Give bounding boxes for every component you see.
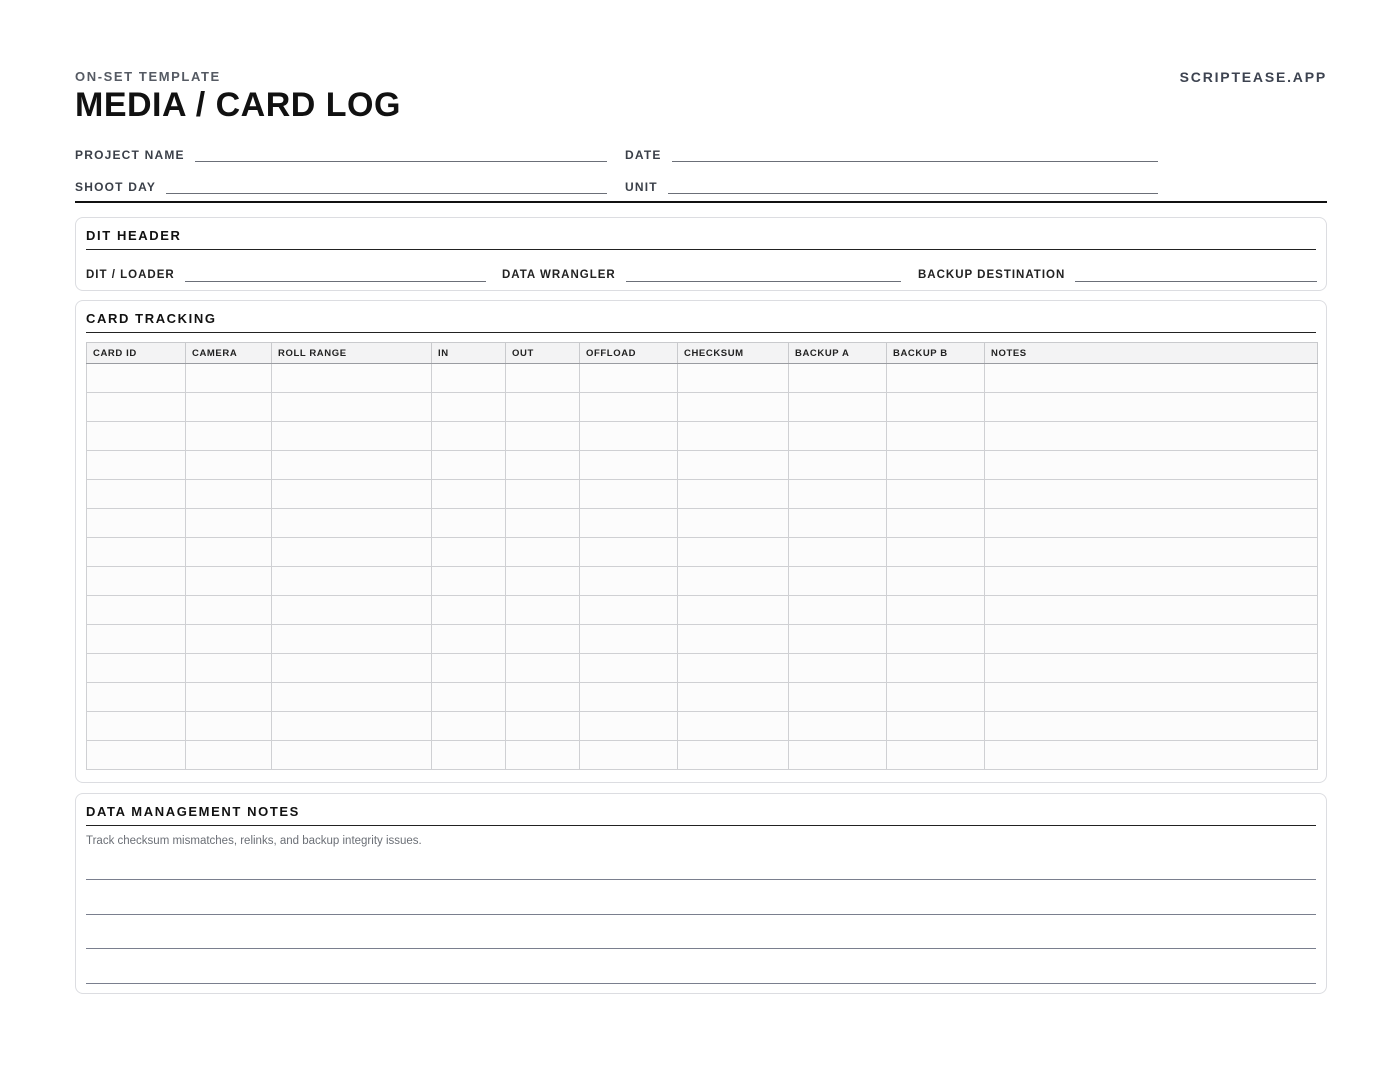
table-cell[interactable] — [186, 364, 272, 393]
table-cell[interactable] — [789, 712, 887, 741]
table-cell[interactable] — [186, 683, 272, 712]
table-cell[interactable] — [87, 683, 186, 712]
table-cell[interactable] — [186, 451, 272, 480]
table-cell[interactable] — [887, 538, 985, 567]
table-cell[interactable] — [678, 625, 789, 654]
table-cell[interactable] — [432, 480, 506, 509]
table-cell[interactable] — [887, 422, 985, 451]
table-cell[interactable] — [506, 364, 580, 393]
table-cell[interactable] — [186, 712, 272, 741]
unit-label: UNIT — [625, 180, 658, 194]
shoot-day-label: SHOOT DAY — [75, 180, 157, 194]
table-cell[interactable] — [580, 683, 678, 712]
notes-card — [75, 793, 1327, 994]
table-cell[interactable] — [186, 422, 272, 451]
table-cell[interactable] — [678, 480, 789, 509]
table-cell[interactable] — [580, 364, 678, 393]
table-cell[interactable] — [678, 741, 789, 770]
table-cell[interactable] — [887, 364, 985, 393]
table-cell[interactable] — [985, 741, 1318, 770]
card-tracking-title: CARD TRACKING — [86, 311, 217, 326]
table-cell[interactable] — [789, 364, 887, 393]
page-title: MEDIA / CARD LOG — [75, 86, 401, 124]
table-cell[interactable] — [186, 509, 272, 538]
dit-loader-line[interactable] — [185, 281, 486, 282]
table-cell[interactable] — [887, 625, 985, 654]
table-cell[interactable] — [506, 625, 580, 654]
dit-header-title: DIT HEADER — [86, 228, 182, 243]
table-cell[interactable] — [186, 741, 272, 770]
note-line[interactable] — [86, 879, 1316, 880]
table-cell[interactable] — [789, 480, 887, 509]
notes-title: DATA MANAGEMENT NOTES — [86, 804, 300, 819]
column-header: CAMERA — [186, 343, 272, 364]
table-cell[interactable] — [887, 393, 985, 422]
table-cell[interactable] — [272, 596, 432, 625]
table-cell[interactable] — [87, 451, 186, 480]
table-cell[interactable] — [432, 625, 506, 654]
table-cell[interactable] — [272, 567, 432, 596]
table-row — [87, 422, 1318, 451]
table-cell[interactable] — [506, 567, 580, 596]
date-field[interactable] — [625, 142, 1158, 162]
table-cell[interactable] — [432, 538, 506, 567]
table-cell[interactable] — [985, 712, 1318, 741]
table-cell[interactable] — [678, 393, 789, 422]
table-cell[interactable] — [506, 480, 580, 509]
dit-header-rule — [86, 249, 1316, 250]
table-cell[interactable] — [87, 364, 186, 393]
brand-link[interactable]: SCRIPTEASE.APP — [1179, 69, 1327, 85]
table-cell[interactable] — [789, 422, 887, 451]
table-cell[interactable] — [678, 451, 789, 480]
table-cell[interactable] — [580, 480, 678, 509]
table-cell[interactable] — [678, 364, 789, 393]
table-cell[interactable] — [87, 625, 186, 654]
column-header: CARD ID — [87, 343, 186, 364]
table-cell[interactable] — [272, 625, 432, 654]
table-cell[interactable] — [985, 422, 1318, 451]
template-eyebrow: ON-SET TEMPLATE — [75, 69, 221, 84]
table-cell[interactable] — [678, 567, 789, 596]
table-cell[interactable] — [186, 654, 272, 683]
notes-rule — [86, 825, 1316, 826]
table-cell[interactable] — [985, 625, 1318, 654]
table-cell[interactable] — [580, 712, 678, 741]
column-header: OUT — [506, 343, 580, 364]
table-cell[interactable] — [186, 480, 272, 509]
column-header: ROLL RANGE — [272, 343, 432, 364]
table-cell[interactable] — [985, 538, 1318, 567]
table-cell[interactable] — [186, 538, 272, 567]
table-cell[interactable] — [887, 741, 985, 770]
table-cell[interactable] — [272, 480, 432, 509]
table-cell[interactable] — [432, 596, 506, 625]
table-cell[interactable] — [789, 451, 887, 480]
note-line[interactable] — [86, 983, 1316, 984]
table-cell[interactable] — [87, 538, 186, 567]
table-cell[interactable] — [580, 567, 678, 596]
table-cell[interactable] — [87, 712, 186, 741]
table-cell[interactable] — [272, 422, 432, 451]
table-row — [87, 480, 1318, 509]
table-cell[interactable] — [432, 654, 506, 683]
table-cell[interactable] — [985, 567, 1318, 596]
table-cell[interactable] — [678, 509, 789, 538]
table-cell[interactable] — [272, 364, 432, 393]
dit-header-card — [75, 217, 1327, 291]
table-row — [87, 683, 1318, 712]
table-cell[interactable] — [789, 683, 887, 712]
table-cell[interactable] — [985, 451, 1318, 480]
table-cell[interactable] — [506, 596, 580, 625]
table-row — [87, 509, 1318, 538]
table-cell[interactable] — [887, 712, 985, 741]
table-cell[interactable] — [985, 596, 1318, 625]
table-cell[interactable] — [789, 741, 887, 770]
note-line[interactable] — [86, 948, 1316, 949]
table-cell[interactable] — [985, 393, 1318, 422]
backup-destination-field[interactable] — [918, 266, 1317, 282]
table-cell[interactable] — [432, 364, 506, 393]
table-cell[interactable] — [87, 509, 186, 538]
table-cell[interactable] — [985, 509, 1318, 538]
column-header: OFFLOAD — [580, 343, 678, 364]
date-line[interactable] — [672, 161, 1158, 162]
unit-line[interactable] — [668, 193, 1158, 194]
table-cell[interactable] — [678, 654, 789, 683]
table-row — [87, 393, 1318, 422]
table-cell[interactable] — [887, 654, 985, 683]
table-cell[interactable] — [506, 741, 580, 770]
table-cell[interactable] — [887, 509, 985, 538]
table-cell[interactable] — [580, 538, 678, 567]
project-name-label: PROJECT NAME — [75, 148, 185, 162]
table-cell[interactable] — [789, 596, 887, 625]
data-wrangler-field[interactable] — [502, 266, 901, 282]
table-row — [87, 712, 1318, 741]
table-row — [87, 741, 1318, 770]
column-header: NOTES — [985, 343, 1318, 364]
table-cell[interactable] — [887, 596, 985, 625]
table-cell[interactable] — [789, 567, 887, 596]
card-tracking-table — [86, 342, 1318, 770]
table-cell[interactable] — [432, 393, 506, 422]
table-cell[interactable] — [506, 654, 580, 683]
table-cell[interactable] — [580, 422, 678, 451]
table-cell[interactable] — [87, 654, 186, 683]
table-cell[interactable] — [506, 422, 580, 451]
table-cell[interactable] — [87, 393, 186, 422]
table-cell[interactable] — [887, 451, 985, 480]
table-cell[interactable] — [87, 480, 186, 509]
shoot-day-line[interactable] — [166, 193, 607, 194]
table-cell[interactable] — [580, 596, 678, 625]
table-cell[interactable] — [272, 712, 432, 741]
table-row — [87, 654, 1318, 683]
table-row — [87, 625, 1318, 654]
notes-subtitle: Track checksum mismatches, relinks, and backup integrity issues. — [86, 835, 422, 847]
table-cell[interactable] — [789, 538, 887, 567]
table-cell[interactable] — [580, 741, 678, 770]
table-cell[interactable] — [272, 741, 432, 770]
backup-destination-label: BACKUP DESTINATION — [918, 269, 1066, 281]
table-cell[interactable] — [272, 451, 432, 480]
dit-loader-field[interactable] — [86, 266, 486, 282]
table-cell[interactable] — [887, 567, 985, 596]
table-cell[interactable] — [678, 596, 789, 625]
table-cell[interactable] — [186, 393, 272, 422]
table-cell[interactable] — [506, 538, 580, 567]
table-row — [87, 567, 1318, 596]
table-cell[interactable] — [580, 625, 678, 654]
table-cell[interactable] — [789, 509, 887, 538]
table-cell[interactable] — [186, 625, 272, 654]
table-cell[interactable] — [272, 393, 432, 422]
table-cell[interactable] — [272, 683, 432, 712]
table-cell[interactable] — [580, 393, 678, 422]
shoot-day-field[interactable] — [75, 174, 607, 194]
table-header-row — [87, 343, 1318, 364]
unit-field[interactable] — [625, 174, 1158, 194]
project-name-field[interactable] — [75, 142, 607, 162]
table-cell[interactable] — [678, 712, 789, 741]
table-cell[interactable] — [506, 393, 580, 422]
table-cell[interactable] — [887, 683, 985, 712]
table-cell[interactable] — [186, 567, 272, 596]
table-cell[interactable] — [985, 654, 1318, 683]
table-cell[interactable] — [678, 683, 789, 712]
note-line[interactable] — [86, 914, 1316, 915]
table-cell[interactable] — [432, 741, 506, 770]
table-row — [87, 538, 1318, 567]
table-cell[interactable] — [272, 654, 432, 683]
card-tracking-rule — [86, 332, 1316, 333]
table-cell[interactable] — [985, 480, 1318, 509]
table-cell[interactable] — [789, 654, 887, 683]
table-cell[interactable] — [87, 567, 186, 596]
table-cell[interactable] — [186, 596, 272, 625]
date-label: DATE — [625, 148, 662, 162]
table-cell[interactable] — [432, 567, 506, 596]
table-cell[interactable] — [506, 683, 580, 712]
table-cell[interactable] — [432, 422, 506, 451]
column-header: CHECKSUM — [678, 343, 789, 364]
table-cell[interactable] — [87, 422, 186, 451]
table-cell[interactable] — [87, 741, 186, 770]
table-cell[interactable] — [506, 712, 580, 741]
table-cell[interactable] — [432, 509, 506, 538]
table-row — [87, 451, 1318, 480]
card-tracking-card — [75, 300, 1327, 783]
table-cell[interactable] — [985, 683, 1318, 712]
table-cell[interactable] — [985, 364, 1318, 393]
table-cell[interactable] — [789, 393, 887, 422]
backup-destination-line[interactable] — [1075, 281, 1317, 282]
table-cell[interactable] — [432, 712, 506, 741]
table-cell[interactable] — [272, 538, 432, 567]
table-cell[interactable] — [432, 451, 506, 480]
table-body — [87, 364, 1318, 770]
table-row — [87, 364, 1318, 393]
column-header: IN — [432, 343, 506, 364]
table-cell[interactable] — [580, 654, 678, 683]
table-cell[interactable] — [580, 509, 678, 538]
data-wrangler-line[interactable] — [626, 281, 901, 282]
table-row — [87, 596, 1318, 625]
column-header: BACKUP B — [887, 343, 985, 364]
column-header: BACKUP A — [789, 343, 887, 364]
table-cell[interactable] — [432, 683, 506, 712]
table-cell[interactable] — [506, 509, 580, 538]
dit-loader-label: DIT / LOADER — [86, 269, 175, 281]
table-cell[interactable] — [789, 625, 887, 654]
table-cell[interactable] — [580, 451, 678, 480]
table-cell[interactable] — [506, 451, 580, 480]
header-divider — [75, 201, 1327, 203]
table-cell[interactable] — [272, 509, 432, 538]
table-cell[interactable] — [887, 480, 985, 509]
table-cell[interactable] — [678, 538, 789, 567]
project-name-line[interactable] — [195, 161, 607, 162]
table-cell[interactable] — [87, 596, 186, 625]
data-wrangler-label: DATA WRANGLER — [502, 269, 616, 281]
table-cell[interactable] — [678, 422, 789, 451]
